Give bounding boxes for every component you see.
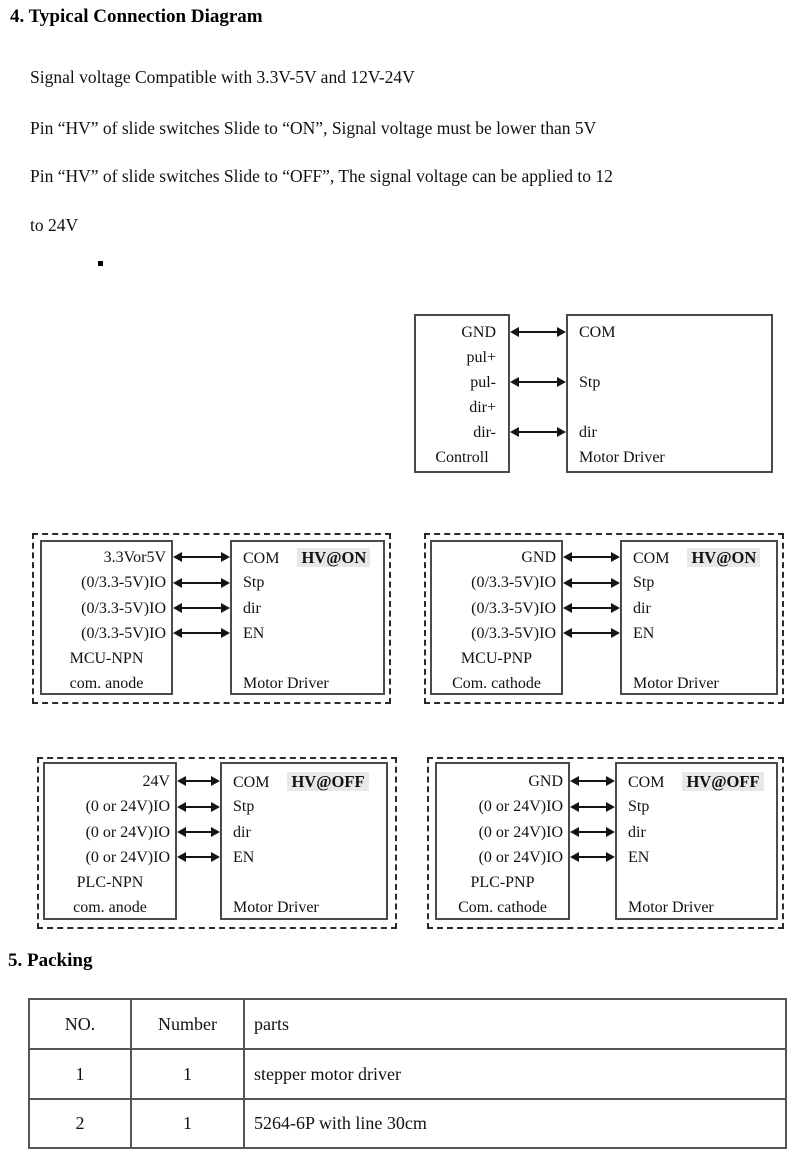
plc-pnp-box bbox=[435, 762, 570, 920]
pin-label: dir bbox=[233, 823, 251, 841]
box-title: PLC-NPN bbox=[76, 874, 144, 892]
box-subtitle: com. anode bbox=[73, 899, 147, 917]
box-title: PLC-PNP bbox=[470, 874, 535, 892]
cell-number: 1 bbox=[131, 1099, 244, 1148]
pin-label bbox=[232, 646, 383, 671]
connection-arrow bbox=[179, 780, 218, 782]
connection-arrow bbox=[565, 556, 618, 558]
box-title: MCU-PNP bbox=[460, 650, 533, 668]
pin-label: (0/3.3-5V)IO bbox=[471, 574, 556, 592]
pin-label: Stp bbox=[633, 574, 655, 592]
pin-label: 3.3Vor5V bbox=[103, 549, 166, 566]
section-5-heading: 5. Packing bbox=[8, 950, 93, 971]
pin-label: (0 or 24V)IO bbox=[478, 823, 563, 841]
connection-arrow bbox=[175, 582, 228, 584]
pin-label: Stp bbox=[628, 798, 650, 816]
box-title: Motor Driver bbox=[579, 449, 665, 466]
pin-label: dir- bbox=[473, 424, 496, 441]
pin-label: COM bbox=[579, 324, 616, 341]
pin-label: 24V bbox=[142, 773, 170, 790]
connection-arrow bbox=[512, 331, 564, 333]
motor-driver-box bbox=[620, 540, 778, 695]
pin-label: (0 or 24V)IO bbox=[85, 798, 170, 816]
header-cell-number: Number bbox=[131, 999, 244, 1049]
connection-arrow bbox=[565, 632, 618, 634]
pin-label: dir bbox=[628, 823, 646, 841]
hv-mode-badge: HV@OFF bbox=[287, 772, 368, 791]
pin-label: (0 or 24V)IO bbox=[85, 848, 170, 866]
header-cell-no: NO. bbox=[29, 999, 131, 1049]
pin-label: dir+ bbox=[469, 399, 496, 416]
pin-label: (0 or 24V)IO bbox=[478, 848, 563, 866]
pin-label: (0/3.3-5V)IO bbox=[81, 624, 166, 642]
pin-label: EN bbox=[628, 848, 650, 866]
pin-label: dir bbox=[633, 599, 651, 617]
mcu-npn-box bbox=[40, 540, 173, 695]
table-header-row bbox=[29, 999, 786, 1049]
pin-label: (0/3.3-5V)IO bbox=[471, 599, 556, 617]
pin-label: COM bbox=[633, 550, 670, 567]
pin-label: (0 or 24V)IO bbox=[478, 798, 563, 816]
connection-arrow bbox=[179, 806, 218, 808]
pin-label: EN bbox=[633, 624, 655, 642]
box-title: Motor Driver bbox=[633, 675, 719, 693]
motor-driver-box bbox=[230, 540, 385, 695]
pin-label: Stp bbox=[233, 798, 255, 816]
pin-label: pul- bbox=[470, 374, 496, 391]
paragraph-hv-off: Pin “HV” of slide switches Slide to “OFF”, The signal voltage can be applied to 12 bbox=[30, 166, 613, 186]
connection-arrow bbox=[572, 806, 613, 808]
cell-number: 1 bbox=[131, 1049, 244, 1099]
pin-label bbox=[617, 870, 776, 895]
pin-label bbox=[222, 769, 386, 794]
plc-npn-box bbox=[43, 762, 177, 920]
hv-mode-badge: HV@ON bbox=[297, 548, 370, 567]
motor-driver-box bbox=[566, 314, 773, 473]
pin-label: pul+ bbox=[466, 349, 496, 366]
box-title: MCU-NPN bbox=[69, 650, 144, 668]
paragraph-signal-voltage: Signal voltage Compatible with 3.3V-5V and 12V-24V bbox=[30, 67, 415, 87]
connection-arrow bbox=[512, 381, 564, 383]
box-title: Motor Driver bbox=[233, 899, 319, 917]
pin-label: (0/3.3-5V)IO bbox=[81, 599, 166, 617]
stray-period bbox=[98, 261, 103, 266]
connection-arrow bbox=[175, 607, 228, 609]
pin-label: GND bbox=[461, 324, 496, 341]
box-subtitle: Com. cathode bbox=[458, 899, 547, 917]
box-title: Motor Driver bbox=[628, 899, 714, 917]
pin-label: Stp bbox=[243, 574, 265, 592]
pin-label: Stp bbox=[579, 374, 601, 391]
pin-label: COM bbox=[243, 550, 280, 567]
connection-arrow bbox=[565, 607, 618, 609]
connection-arrow bbox=[512, 431, 564, 433]
motor-driver-box bbox=[615, 762, 778, 920]
pin-label bbox=[617, 769, 776, 794]
pin-label bbox=[622, 545, 776, 570]
box-subtitle: com. anode bbox=[69, 675, 144, 693]
pin-label: (0/3.3-5V)IO bbox=[81, 574, 166, 592]
pin-label bbox=[622, 646, 776, 671]
pin-label bbox=[568, 395, 771, 420]
section-4-heading: 4. Typical Connection Diagram bbox=[10, 6, 263, 27]
hv-mode-badge: HV@OFF bbox=[682, 772, 763, 791]
table-row bbox=[29, 1049, 786, 1099]
table-row bbox=[29, 1099, 786, 1148]
pin-label: (0/3.3-5V)IO bbox=[471, 624, 556, 642]
header-cell-parts: parts bbox=[244, 999, 786, 1049]
packing-table bbox=[28, 998, 787, 1149]
cell-parts: stepper motor driver bbox=[244, 1049, 786, 1099]
box-subtitle: Com. cathode bbox=[452, 675, 541, 693]
controller-box bbox=[414, 314, 510, 473]
cell-no: 1 bbox=[29, 1049, 131, 1099]
connection-arrow bbox=[565, 582, 618, 584]
connection-arrow bbox=[179, 831, 218, 833]
box-title: Motor Driver bbox=[243, 675, 329, 693]
connection-arrow bbox=[572, 831, 613, 833]
connection-arrow bbox=[572, 780, 613, 782]
pin-label bbox=[222, 870, 386, 895]
box-title: Controll bbox=[435, 449, 489, 466]
hv-mode-badge: HV@ON bbox=[687, 548, 760, 567]
pin-label: (0 or 24V)IO bbox=[85, 823, 170, 841]
connection-arrow bbox=[175, 556, 228, 558]
paragraph-to-24v: to 24V bbox=[30, 215, 79, 235]
pin-label: COM bbox=[233, 774, 270, 791]
pin-label: GND bbox=[521, 549, 556, 566]
pin-label bbox=[568, 345, 771, 370]
pin-label bbox=[232, 545, 383, 570]
paragraph-hv-on: Pin “HV” of slide switches Slide to “ON”, Signal voltage must be lower than 5V bbox=[30, 118, 597, 138]
pin-label: EN bbox=[233, 848, 255, 866]
pin-label: EN bbox=[243, 624, 265, 642]
cell-parts: 5264-6P with line 30cm bbox=[244, 1099, 786, 1148]
pin-label: dir bbox=[579, 424, 597, 441]
pin-label: COM bbox=[628, 774, 665, 791]
pin-label: dir bbox=[243, 599, 261, 617]
connection-arrow bbox=[179, 856, 218, 858]
connection-arrow bbox=[572, 856, 613, 858]
motor-driver-box bbox=[220, 762, 388, 920]
mcu-pnp-box bbox=[430, 540, 563, 695]
pin-label: GND bbox=[528, 773, 563, 790]
connection-arrow bbox=[175, 632, 228, 634]
cell-no: 2 bbox=[29, 1099, 131, 1148]
